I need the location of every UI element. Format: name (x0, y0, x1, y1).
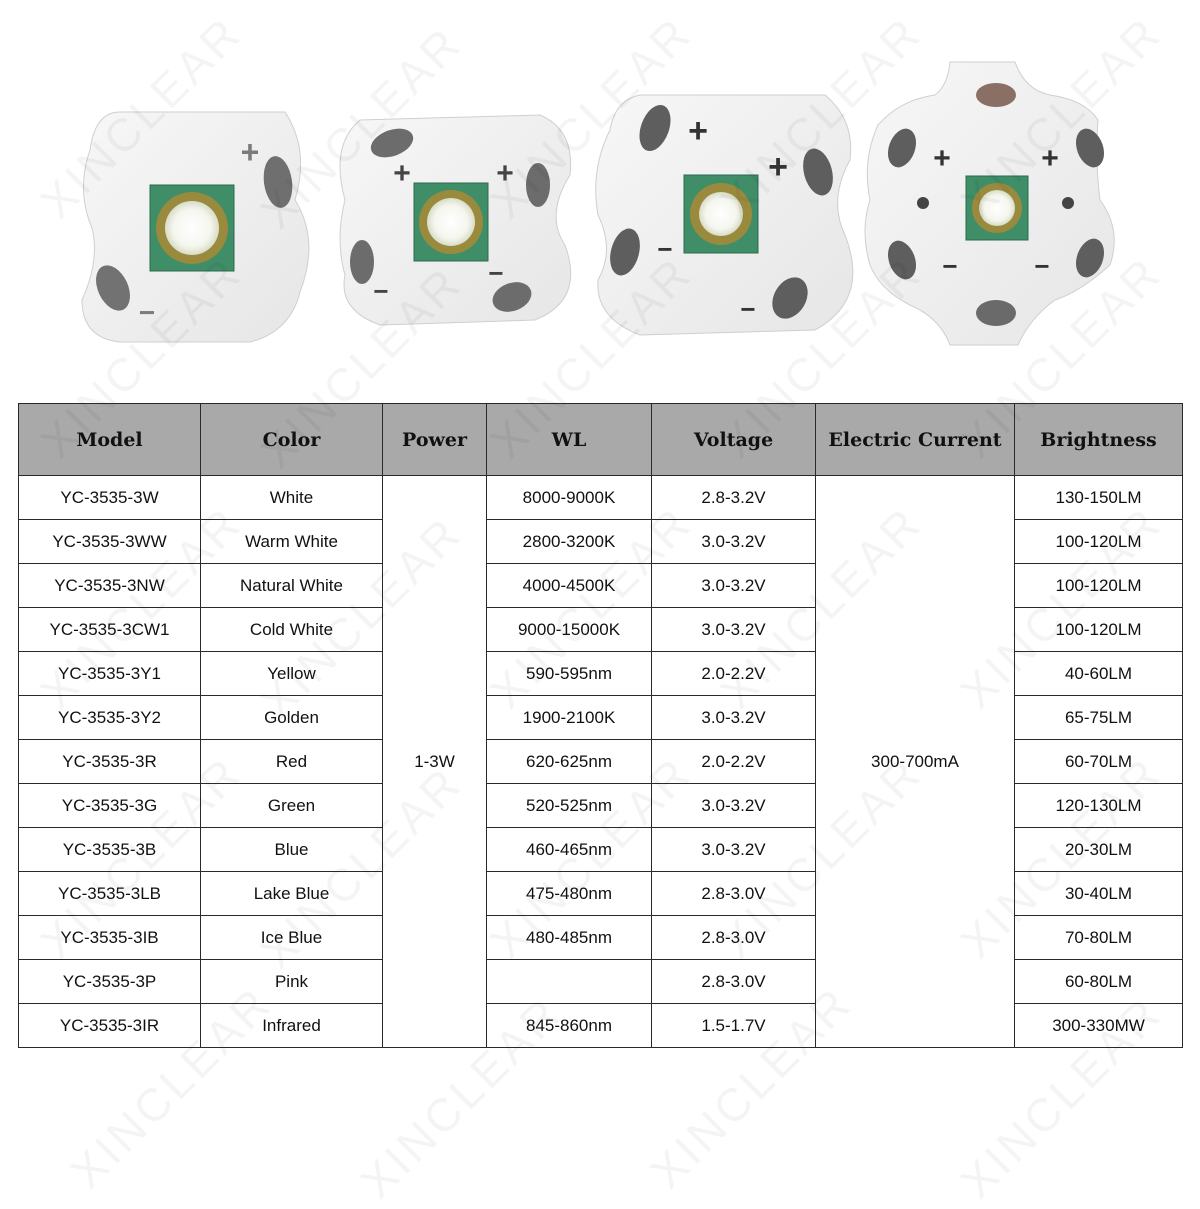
led-chip (979, 190, 1015, 226)
column-header-model: Model (19, 404, 201, 476)
voltage-cell: 3.0-3.2V (652, 520, 816, 564)
color-cell: Cold White (201, 608, 383, 652)
brightness-cell: 20-30LM (1015, 828, 1183, 872)
column-header-voltage: Voltage (652, 404, 816, 476)
brightness-cell: 100-120LM (1015, 608, 1183, 652)
model-cell: YC-3535-3B (19, 828, 201, 872)
brightness-cell: 100-120LM (1015, 564, 1183, 608)
brightness-cell: 30-40LM (1015, 872, 1183, 916)
minus-marking: − (740, 294, 756, 324)
wl-cell: 9000-15000K (487, 608, 652, 652)
wl-cell: 480-485nm (487, 916, 652, 960)
wl-cell: 475-480nm (487, 872, 652, 916)
voltage-cell: 3.0-3.2V (652, 608, 816, 652)
led-board-1 (82, 112, 309, 342)
minus-marking: − (1034, 251, 1050, 281)
minus-marking: − (488, 258, 504, 288)
model-cell: YC-3535-3R (19, 740, 201, 784)
table-row (19, 476, 1183, 520)
color-cell: Warm White (201, 520, 383, 564)
color-cell: Blue (201, 828, 383, 872)
led-board-photos (0, 0, 1200, 380)
minus-marking: − (373, 276, 389, 306)
voltage-cell: 3.0-3.2V (652, 784, 816, 828)
brightness-cell: 60-70LM (1015, 740, 1183, 784)
minus-marking: − (942, 251, 958, 281)
model-cell: YC-3535-3W (19, 476, 201, 520)
voltage-cell: 2.8-3.0V (652, 916, 816, 960)
model-cell: YC-3535-3Y2 (19, 696, 201, 740)
brightness-cell: 130-150LM (1015, 476, 1183, 520)
brightness-cell: 300-330MW (1015, 1004, 1183, 1048)
table-header-row (19, 404, 1183, 476)
column-header-power: Power (383, 404, 487, 476)
wl-cell (487, 960, 652, 1004)
led-board-4 (865, 62, 1114, 345)
wl-cell: 845-860nm (487, 1004, 652, 1048)
voltage-cell: 2.8-3.0V (652, 960, 816, 1004)
voltage-cell: 2.8-3.2V (652, 476, 816, 520)
color-cell: Red (201, 740, 383, 784)
spec-table (18, 403, 1183, 1048)
plus-marking: + (496, 157, 514, 190)
wl-cell: 4000-4500K (487, 564, 652, 608)
plus-marking: + (1041, 142, 1059, 175)
led-board-3 (596, 95, 853, 335)
electric-current-cell: 300-700mA (816, 476, 1015, 1048)
color-cell: Yellow (201, 652, 383, 696)
column-header-wl: WL (487, 404, 652, 476)
voltage-cell: 2.0-2.2V (652, 652, 816, 696)
brightness-cell: 120-130LM (1015, 784, 1183, 828)
model-cell: YC-3535-3WW (19, 520, 201, 564)
wl-cell: 590-595nm (487, 652, 652, 696)
wl-cell: 8000-9000K (487, 476, 652, 520)
brightness-cell: 40-60LM (1015, 652, 1183, 696)
model-cell: YC-3535-3LB (19, 872, 201, 916)
wl-cell: 2800-3200K (487, 520, 652, 564)
color-cell: Golden (201, 696, 383, 740)
column-header-electric-current: Electric Current (816, 404, 1015, 476)
voltage-cell: 2.8-3.0V (652, 872, 816, 916)
minus-marking: − (138, 297, 156, 328)
voltage-cell: 2.0-2.2V (652, 740, 816, 784)
color-cell: Pink (201, 960, 383, 1004)
wl-cell: 460-465nm (487, 828, 652, 872)
brightness-cell: 70-80LM (1015, 916, 1183, 960)
model-cell: YC-3535-3CW1 (19, 608, 201, 652)
power-cell: 1-3W (383, 476, 487, 1048)
voltage-cell: 3.0-3.2V (652, 564, 816, 608)
model-cell: YC-3535-3NW (19, 564, 201, 608)
color-cell: Lake Blue (201, 872, 383, 916)
column-header-brightness: Brightness (1015, 404, 1183, 476)
voltage-cell: 3.0-3.2V (652, 696, 816, 740)
plus-marking: + (240, 134, 260, 170)
brightness-cell: 65-75LM (1015, 696, 1183, 740)
led-chip (699, 192, 743, 236)
model-cell: YC-3535-3P (19, 960, 201, 1004)
color-cell: White (201, 476, 383, 520)
plus-marking: + (768, 148, 788, 186)
minus-marking: − (657, 234, 673, 264)
plus-marking: + (688, 112, 708, 150)
color-cell: Natural White (201, 564, 383, 608)
brightness-cell: 60-80LM (1015, 960, 1183, 1004)
voltage-cell: 3.0-3.2V (652, 828, 816, 872)
plus-marking: + (393, 157, 411, 190)
wl-cell: 520-525nm (487, 784, 652, 828)
voltage-cell: 1.5-1.7V (652, 1004, 816, 1048)
led-chip (165, 201, 219, 255)
color-cell: Infrared (201, 1004, 383, 1048)
column-header-color: Color (201, 404, 383, 476)
model-cell: YC-3535-3Y1 (19, 652, 201, 696)
plus-marking: + (933, 142, 951, 175)
led-chip (427, 198, 475, 246)
model-cell: YC-3535-3G (19, 784, 201, 828)
model-cell: YC-3535-3IR (19, 1004, 201, 1048)
wl-cell: 1900-2100K (487, 696, 652, 740)
model-cell: YC-3535-3IB (19, 916, 201, 960)
color-cell: Green (201, 784, 383, 828)
led-board-2 (340, 115, 571, 325)
color-cell: Ice Blue (201, 916, 383, 960)
brightness-cell: 100-120LM (1015, 520, 1183, 564)
wl-cell: 620-625nm (487, 740, 652, 784)
